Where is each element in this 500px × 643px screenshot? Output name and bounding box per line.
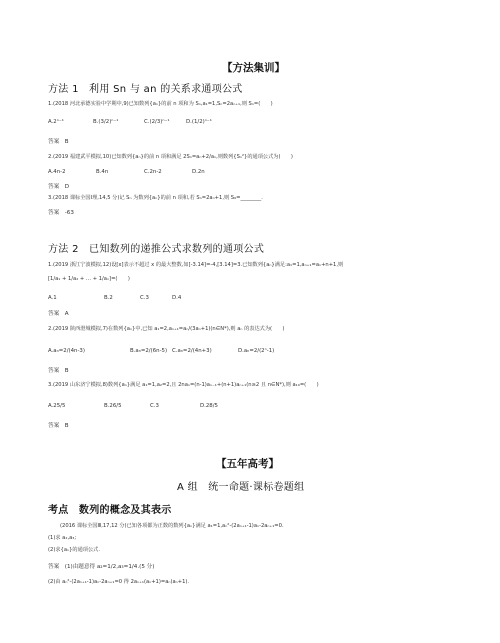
m2-q1-opt-b: B.2 [104,295,113,301]
m2-q3-answer: 答案 B [48,423,69,429]
m2-q3-opt-c: C.3 [150,403,159,409]
m2-q3-opt-a: A.25/5 [48,403,66,409]
m2-q2-opt-c: C.aₙ=2/(4n+3) [172,348,212,354]
kd-q-line2: (1)求 a₂,a₃; [48,535,77,541]
m2-q1-line1: 1.(2019 浙江宁波模拟,12)设[x]表示不超过 x 的最大整数,如[-3.14]=-4,[3.14]=3.已知数列{aₙ}满足:a₁=1,aₙ₊₁=aₙ+n+1,则 [48,262,344,268]
m1-q2-opt-a: A.4n-2 [48,169,66,175]
m1-q3-answer: 答案 -63 [48,210,74,216]
section-method-training: 【方法集训】 [222,62,285,74]
kd-answer-2: (2)由 aₙ²-(2aₙ₊₁-1)aₙ-2aₙ₊₁=0 得 2aₙ₊₁(aₙ+1)=aₙ(aₙ+1). [48,579,190,585]
m1-q2-opt-b: B.4n [96,169,109,175]
kaodian-title: 考点 数列的概念及其表示 [48,505,172,516]
m2-q1-opt-c: C.3 [140,295,149,301]
m2-q1-opt-d: D.4 [172,295,182,301]
method1-title: 方法 1 利用 Sn 与 an 的关系求通项公式 [48,84,243,95]
kd-q-line3: (2)求{aₙ}的通项公式. [48,547,100,553]
m2-q2-answer: 答案 B [48,368,69,374]
m1-q2-text: 2.(2019 福建武平模拟,10)已知数列{aₙ}的前 n 项和满足 2Sₙ=aₙ+2/aₙ,则数列{Sₙ²}的通项公式为( ) [48,154,293,160]
m2-q3-opt-d: D.28/5 [200,403,218,409]
kd-q-line1: (2016 课标全国Ⅲ,17,12 分)已知各项都为正数的数列{aₙ}满足 a₁=1,aₙ²-(2aₙ₊₁-1)aₙ-2aₙ₊₁=0. [60,523,284,529]
m1-q1-opt-b: B.(3/2)ⁿ⁻¹ [93,119,119,125]
m1-q1-opt-d: D.(1/2)ⁿ⁻¹ [186,119,212,125]
m2-q2-opt-d: D.aₙ=2/(2ⁿ-1) [238,348,275,354]
m1-q2-answer: 答案 D [48,184,70,190]
m2-q2-opt-a: A.aₙ=2/(4n-3) [48,348,85,354]
m2-q2-text: 2.(2019 陕西澄城模拟,7)在数列{aₙ}中,已知 a₁=2,aₙ₊₁=aₙ/(3aₙ+1)(n∈N*),则 aₙ 的表达式为( ) [48,326,285,332]
kd-answer-1: 答案 (1)由题意得 a₂=1/2,a₃=1/4.(5 分) [48,564,155,570]
m1-q2-opt-d: D.2n [192,169,205,175]
m2-q3-text: 3.(2019 山东济宁模拟,8)数列{aₙ}满足 a₁=1,a₂=2,且 2naₙ=(n-1)aₙ₋₁+(n+1)aₙ₊₁(n≥2 且 n∈N*),则 a₁₀=( ) [48,382,319,388]
section-five-year: 【五年高考】 [216,458,279,470]
m1-q1-opt-c: C.(2/3)ⁿ⁻¹ [144,119,170,125]
method2-title: 方法 2 已知数列的递推公式求数列的通项公式 [48,244,265,255]
m2-q2-opt-b: B.aₙ=2/(6n-5) [130,348,168,354]
m2-q1-line2: [1/a₁ + 1/a₂ + … + 1/aₙ]=( ) [48,276,130,282]
m1-q1-answer: 答案 B [48,139,69,145]
m2-q1-opt-a: A.1 [48,295,57,301]
group-a-title: A 组 统一命题·课标卷题组 [177,482,305,493]
m2-q1-answer: 答案 A [48,311,69,317]
m2-q3-opt-b: B.26/5 [104,403,122,409]
m1-q1-opt-a: A.2ⁿ⁻¹ [48,119,64,125]
m1-q3-text: 3.(2018 课标全国Ⅰ理,14,5 分)记 Sₙ 为数列{aₙ}的前 n 项和,若 Sₙ=2aₙ+1,则 S₆=________. [48,195,263,201]
m1-q2-opt-c: C.2n-2 [144,169,162,175]
m1-q1-text: 1.(2018 河北承德实验中学期中,9)已知数列{aₙ}的前 n 项和为 Sₙ,a₁=1,Sₙ=2aₙ₊₁,则 Sₙ=( ) [48,101,273,107]
